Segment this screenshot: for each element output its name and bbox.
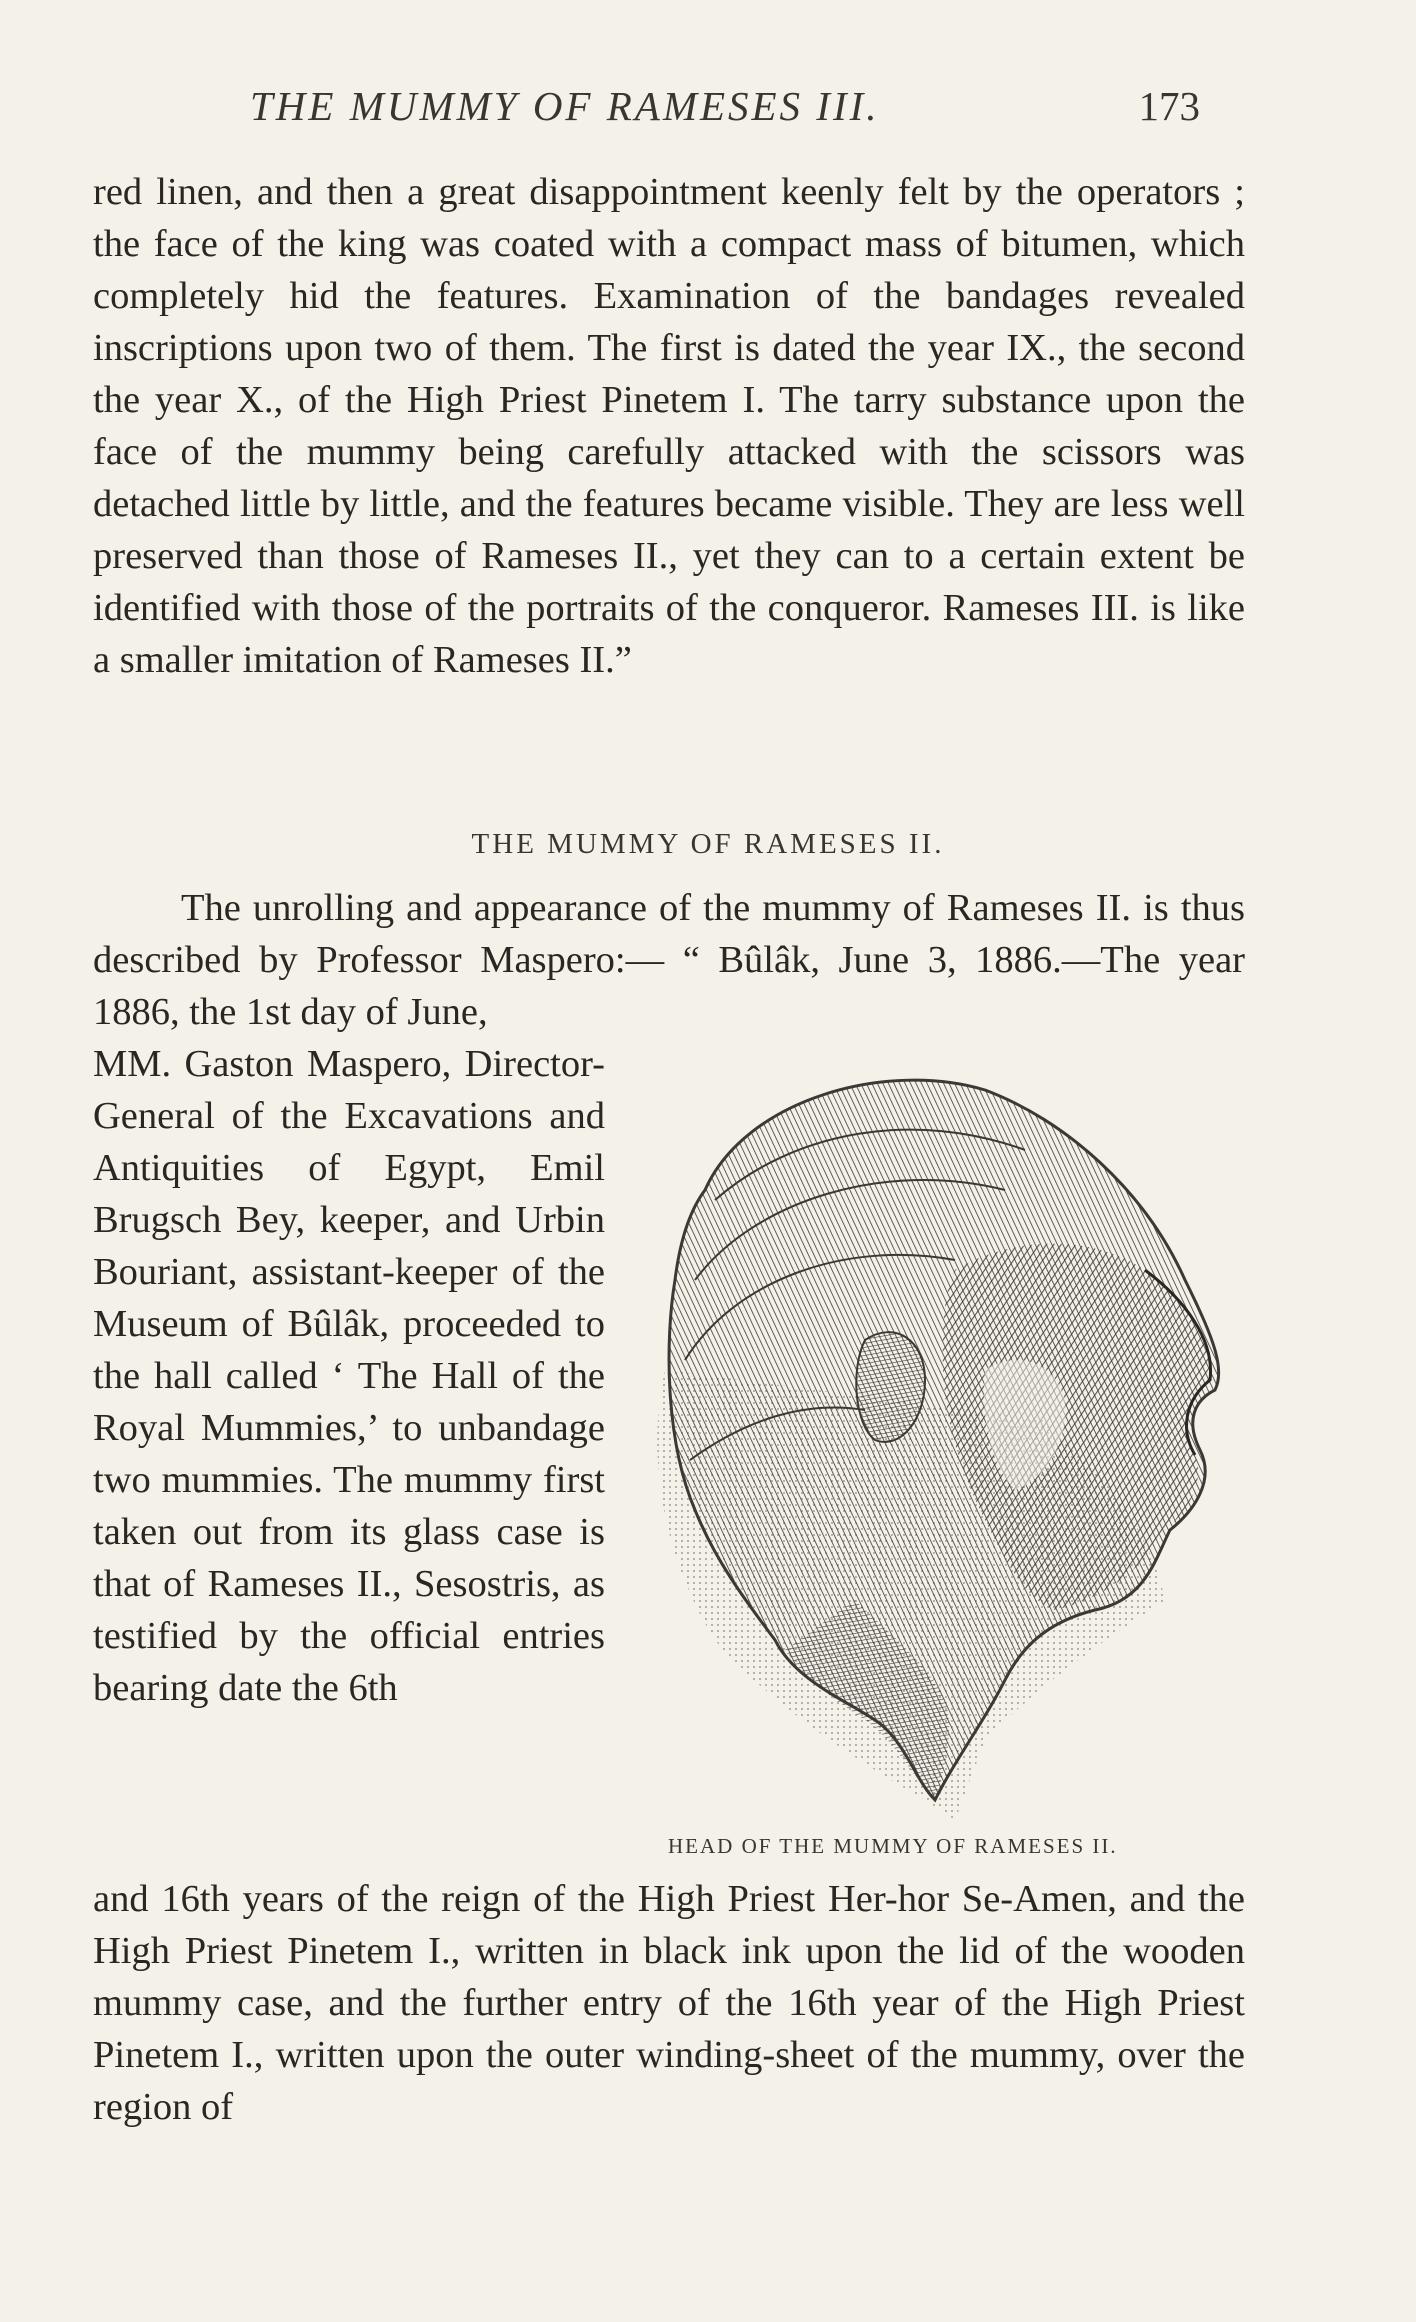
figure-caption: HEAD OF THE MUMMY OF RAMESES II. — [668, 1834, 1118, 1858]
page-number: 173 — [1138, 83, 1200, 129]
paragraph-continued: red linen, and then a great disappointment keenly felt by the operators ; the face of the king was coated with a compact mass of bitumen, which completely hid the features. Examination of the bandages revealed inscriptions upon two of them. The first is dated the year IX., the second the year X., of the High Priest Pinetem I. The tarry substance upon the face of the mummy being carefully attacked with the scissors was detached little by little, and the features became visible. They are less well preserved than those of Rameses II., yet they can to a certain extent be identified with those of the portraits of the conqueror. Rameses III. is like a smaller imitation of Rameses II.” — [93, 171, 1245, 681]
running-head — [250, 82, 1200, 142]
paragraph-intro: The unrolling and appearance of the mummy of Rameses II. is thus described by Professor Maspero:— “ Bûlâk, June 3, 1886.—The year 1886, the 1st day of June, — [93, 887, 1245, 1033]
mummy-head-illustration — [625, 1040, 1245, 1840]
mummy-head-engraving — [625, 1040, 1245, 1840]
paragraph-closing: and 16th years of the reign of the High Priest Her-hor Se-Amen, and the High Priest Pinetem I., written in black ink upon the lid of the wooden mummy case, and the further entry of the 16th year of the High Priest Pinetem I., written upon the outer winding-sheet of the mummy, over the region of — [93, 1878, 1245, 2128]
running-title: THE MUMMY OF RAMESES III. — [250, 83, 880, 129]
paragraph-wrapped-beside-figure: MM. Gaston Maspero, Director-General of the Excavations and Antiquities of Egypt, Emil Brugsch Bey, keeper, and Urbin Bouriant, assistant-keeper of the Museum of Bûlâk, proceeded to the hall called ‘ The Hall of the Royal Mummies,’ to unbandage two mummies. The mummy first taken out from its glass case is that of Rameses II., Sesostris, as testified by the official entries bearing date the 6th — [93, 1043, 605, 1709]
section-heading: THE MUMMY OF RAMESES II. — [471, 828, 945, 860]
